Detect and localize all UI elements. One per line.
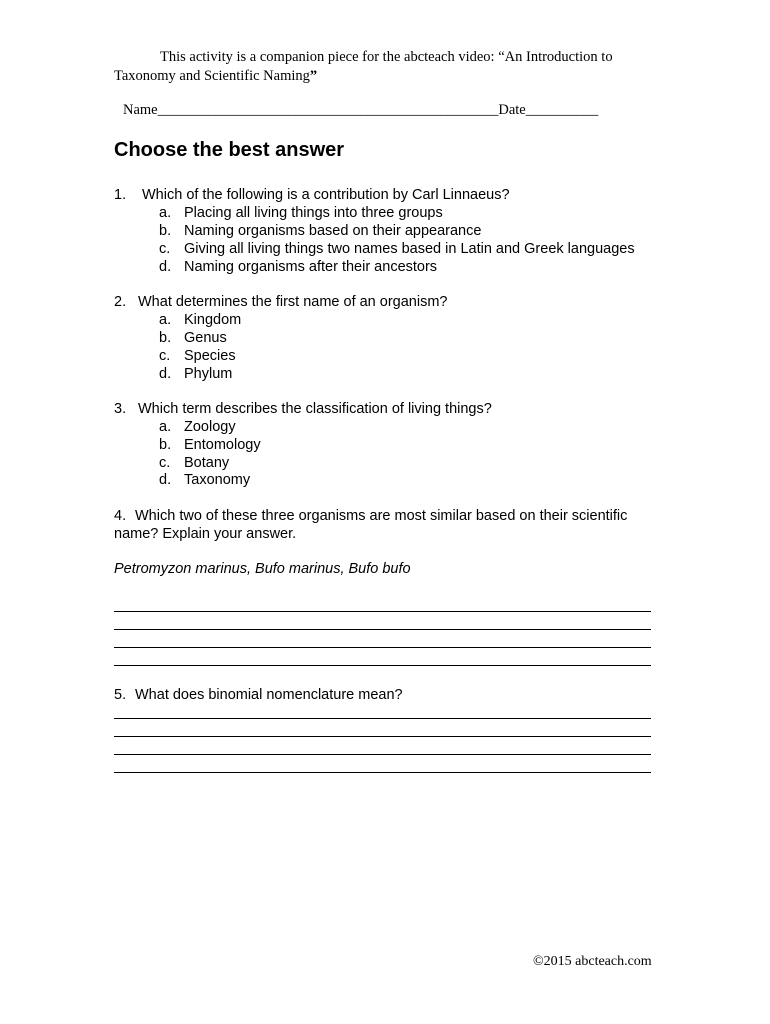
question-text: What does binomial nomenclature mean? xyxy=(135,687,403,703)
question-number: 1. xyxy=(114,187,127,203)
option-text[interactable]: Botany xyxy=(184,455,230,471)
option-text[interactable]: Giving all living things two names based in Latin and Greek languages xyxy=(184,241,635,257)
question-text: Which term describes the classification of living things? xyxy=(138,401,492,417)
option-letter: d. xyxy=(159,259,172,275)
intro-line-1: This activity is a companion piece for the abcteach video: “An Introduction to xyxy=(160,49,613,65)
intro-paragraph xyxy=(114,48,674,86)
option-text[interactable]: Genus xyxy=(184,330,227,346)
name-field[interactable]: _______________________________________________ xyxy=(157,102,499,118)
option-text[interactable]: Taxonomy xyxy=(184,472,251,488)
option-letter: a. xyxy=(159,205,172,221)
intro-closing-quote: ” xyxy=(309,68,318,84)
date-field[interactable]: __________ xyxy=(525,102,599,118)
option-letter: c. xyxy=(159,241,171,257)
option-letter: d. xyxy=(159,366,172,382)
option-letter: d. xyxy=(159,472,172,488)
question-text: Which of the following is a contribution by Carl Linnaeus? xyxy=(142,187,510,203)
answer-line[interactable] xyxy=(114,665,651,666)
option-text[interactable]: Naming organisms after their ancestors xyxy=(184,259,438,275)
answer-line[interactable] xyxy=(114,736,651,737)
option-letter: b. xyxy=(159,223,172,239)
answer-line[interactable] xyxy=(114,647,651,648)
option-letter: c. xyxy=(159,455,171,471)
answer-line[interactable] xyxy=(114,629,651,630)
option-text[interactable]: Entomology xyxy=(184,437,261,453)
intro-line-2: Taxonomy and Scientific Naming xyxy=(114,68,310,84)
answer-line[interactable] xyxy=(114,772,651,773)
question-number: 5. xyxy=(114,687,127,703)
option-letter: b. xyxy=(159,437,172,453)
question-text: What determines the first name of an organism? xyxy=(138,294,448,310)
option-text[interactable]: Species xyxy=(184,348,236,364)
option-text[interactable]: Placing all living things into three groups xyxy=(184,205,443,221)
date-label: Date xyxy=(498,102,526,118)
name-date-row xyxy=(123,101,598,120)
organism-names: Petromyzon marinus, Bufo marinus, Bufo bufo xyxy=(114,561,411,577)
option-text[interactable]: Phylum xyxy=(184,366,233,382)
option-letter: b. xyxy=(159,330,172,346)
option-text[interactable]: Naming organisms based on their appearance xyxy=(184,223,482,239)
question-number: 4. xyxy=(114,508,127,524)
option-letter: c. xyxy=(159,348,171,364)
answer-line[interactable] xyxy=(114,718,651,719)
option-letter: a. xyxy=(159,312,172,328)
option-letter: a. xyxy=(159,419,172,435)
answer-line[interactable] xyxy=(114,611,651,612)
question-number: 2. xyxy=(114,294,127,310)
question-text-line-1: Which two of these three organisms are most similar based on their scientific xyxy=(135,508,628,524)
answer-line[interactable] xyxy=(114,754,651,755)
copyright-footer: ©2015 abcteach.com xyxy=(533,954,652,969)
question-text-line-2: name? Explain your answer. xyxy=(114,526,297,542)
question-number: 3. xyxy=(114,401,127,417)
option-text[interactable]: Zoology xyxy=(184,419,236,435)
option-text[interactable]: Kingdom xyxy=(184,312,242,328)
page-title: Choose the best answer xyxy=(114,139,345,161)
name-label: Name xyxy=(123,102,158,118)
